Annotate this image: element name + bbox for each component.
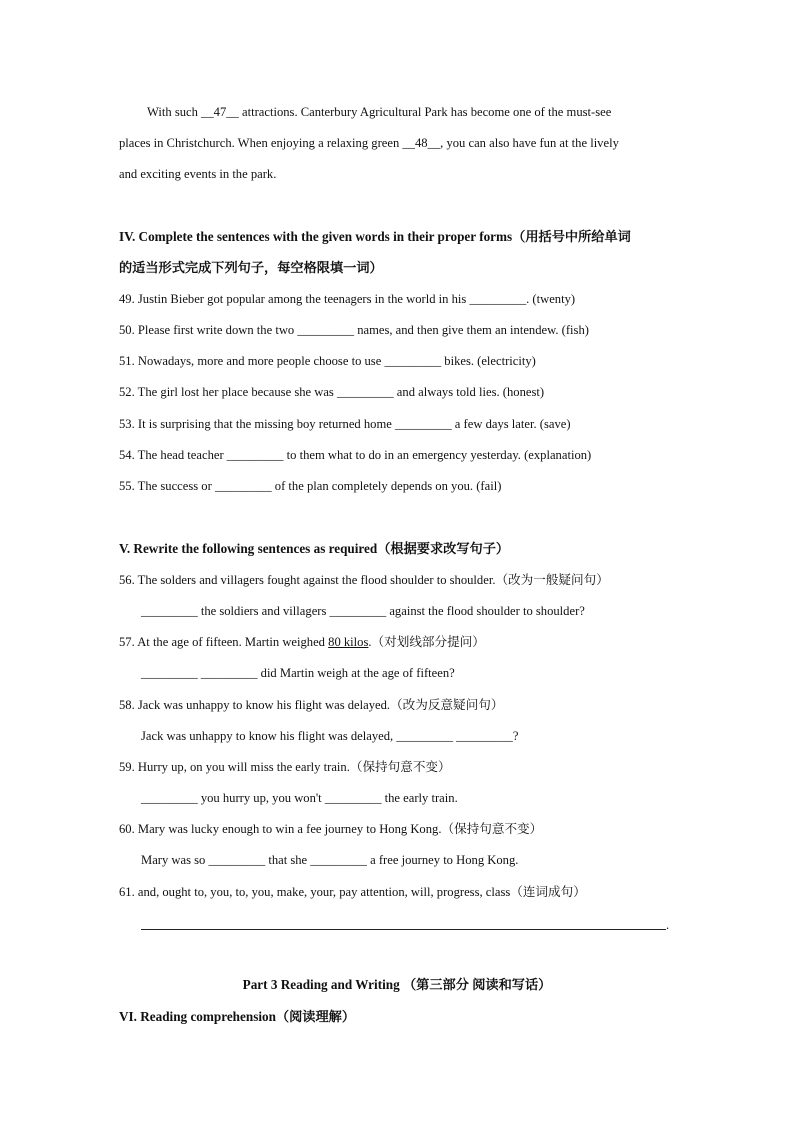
- section-6-heading: VI. Reading comprehension（阅读理解）: [119, 1009, 356, 1024]
- section-5-heading: V. Rewrite the following sentences as required（根据要求改写句子）: [119, 541, 510, 556]
- question-57-answer: _________ _________ did Martin weigh at the age of fifteen?: [141, 666, 455, 680]
- question-49: 49. Justin Bieber got popular among the teenagers in the world in his _________. (twenty): [119, 292, 576, 306]
- question-58: 58. Jack was unhappy to know his flight was delayed.（改为反意疑问句）: [119, 698, 504, 712]
- question-60-answer: Mary was so _________ that she _________ a free journey to Hong Kong.: [141, 853, 519, 867]
- question-50: 50. Please first write down the two _________ names, and then give them an intendew. (fish): [119, 323, 589, 337]
- question-58-answer: Jack was unhappy to know his flight was delayed, _________ _________?: [141, 729, 519, 743]
- question-57-underlined: 80 kilos: [328, 635, 369, 649]
- question-56-answer: _________ the soldiers and villagers _________ against the flood shoulder to shoulder?: [141, 604, 585, 618]
- question-59-answer: _________ you hurry up, you won't _________ the early train.: [141, 791, 458, 805]
- question-61: 61. and, ought to, you, to, you, make, your, pay attention, will, progress, class（连词成句）: [119, 885, 586, 899]
- question-57: [119, 634, 485, 650]
- section-4-heading-cont: 的适当形式完成下列句子，每空格限填一词）: [119, 260, 383, 275]
- section-4-heading: IV. Complete the sentences with the given words in their proper forms（用括号中所给单词: [119, 229, 631, 244]
- question-54: 54. The head teacher _________ to them what to do in an emergency yesterday. (explanation): [119, 448, 592, 462]
- question-55: 55. The success or _________ of the plan completely depends on you. (fail): [119, 479, 502, 493]
- question-60: 60. Mary was lucky enough to win a fee journey to Hong Kong.（保持句意不变）: [119, 822, 543, 836]
- question-51: 51. Nowadays, more and more people choose to use _________ bikes. (electricity): [119, 354, 536, 368]
- question-61-answer-line: [141, 929, 666, 930]
- question-57-instruction: .（对划线部分提问）: [368, 635, 485, 649]
- part-3-heading: Part 3 Reading and Writing （第三部分 阅读和写话）: [242, 977, 552, 992]
- question-56: 56. The solders and villagers fought against the flood shoulder to shoulder.（改为一般疑问句）: [119, 573, 609, 587]
- question-61-period: .: [666, 918, 670, 932]
- passage-line-3: and exciting events in the park.: [119, 167, 277, 181]
- question-53: 53. It is surprising that the missing boy returned home _________ a few days later. (save): [119, 417, 571, 431]
- passage-line-1: With such __47__ attractions. Canterbury Agricultural Park has become one of the must-see: [147, 105, 612, 119]
- passage-line-2: places in Christchurch. When enjoying a relaxing green __48__, you can also have fun at the lively: [119, 136, 619, 150]
- question-59: 59. Hurry up, on you will miss the early train.（保持句意不变）: [119, 760, 451, 774]
- question-57-text: 57. At the age of fifteen. Martin weighed: [119, 635, 329, 649]
- question-52: 52. The girl lost her place because she was _________ and always told lies. (honest): [119, 385, 545, 399]
